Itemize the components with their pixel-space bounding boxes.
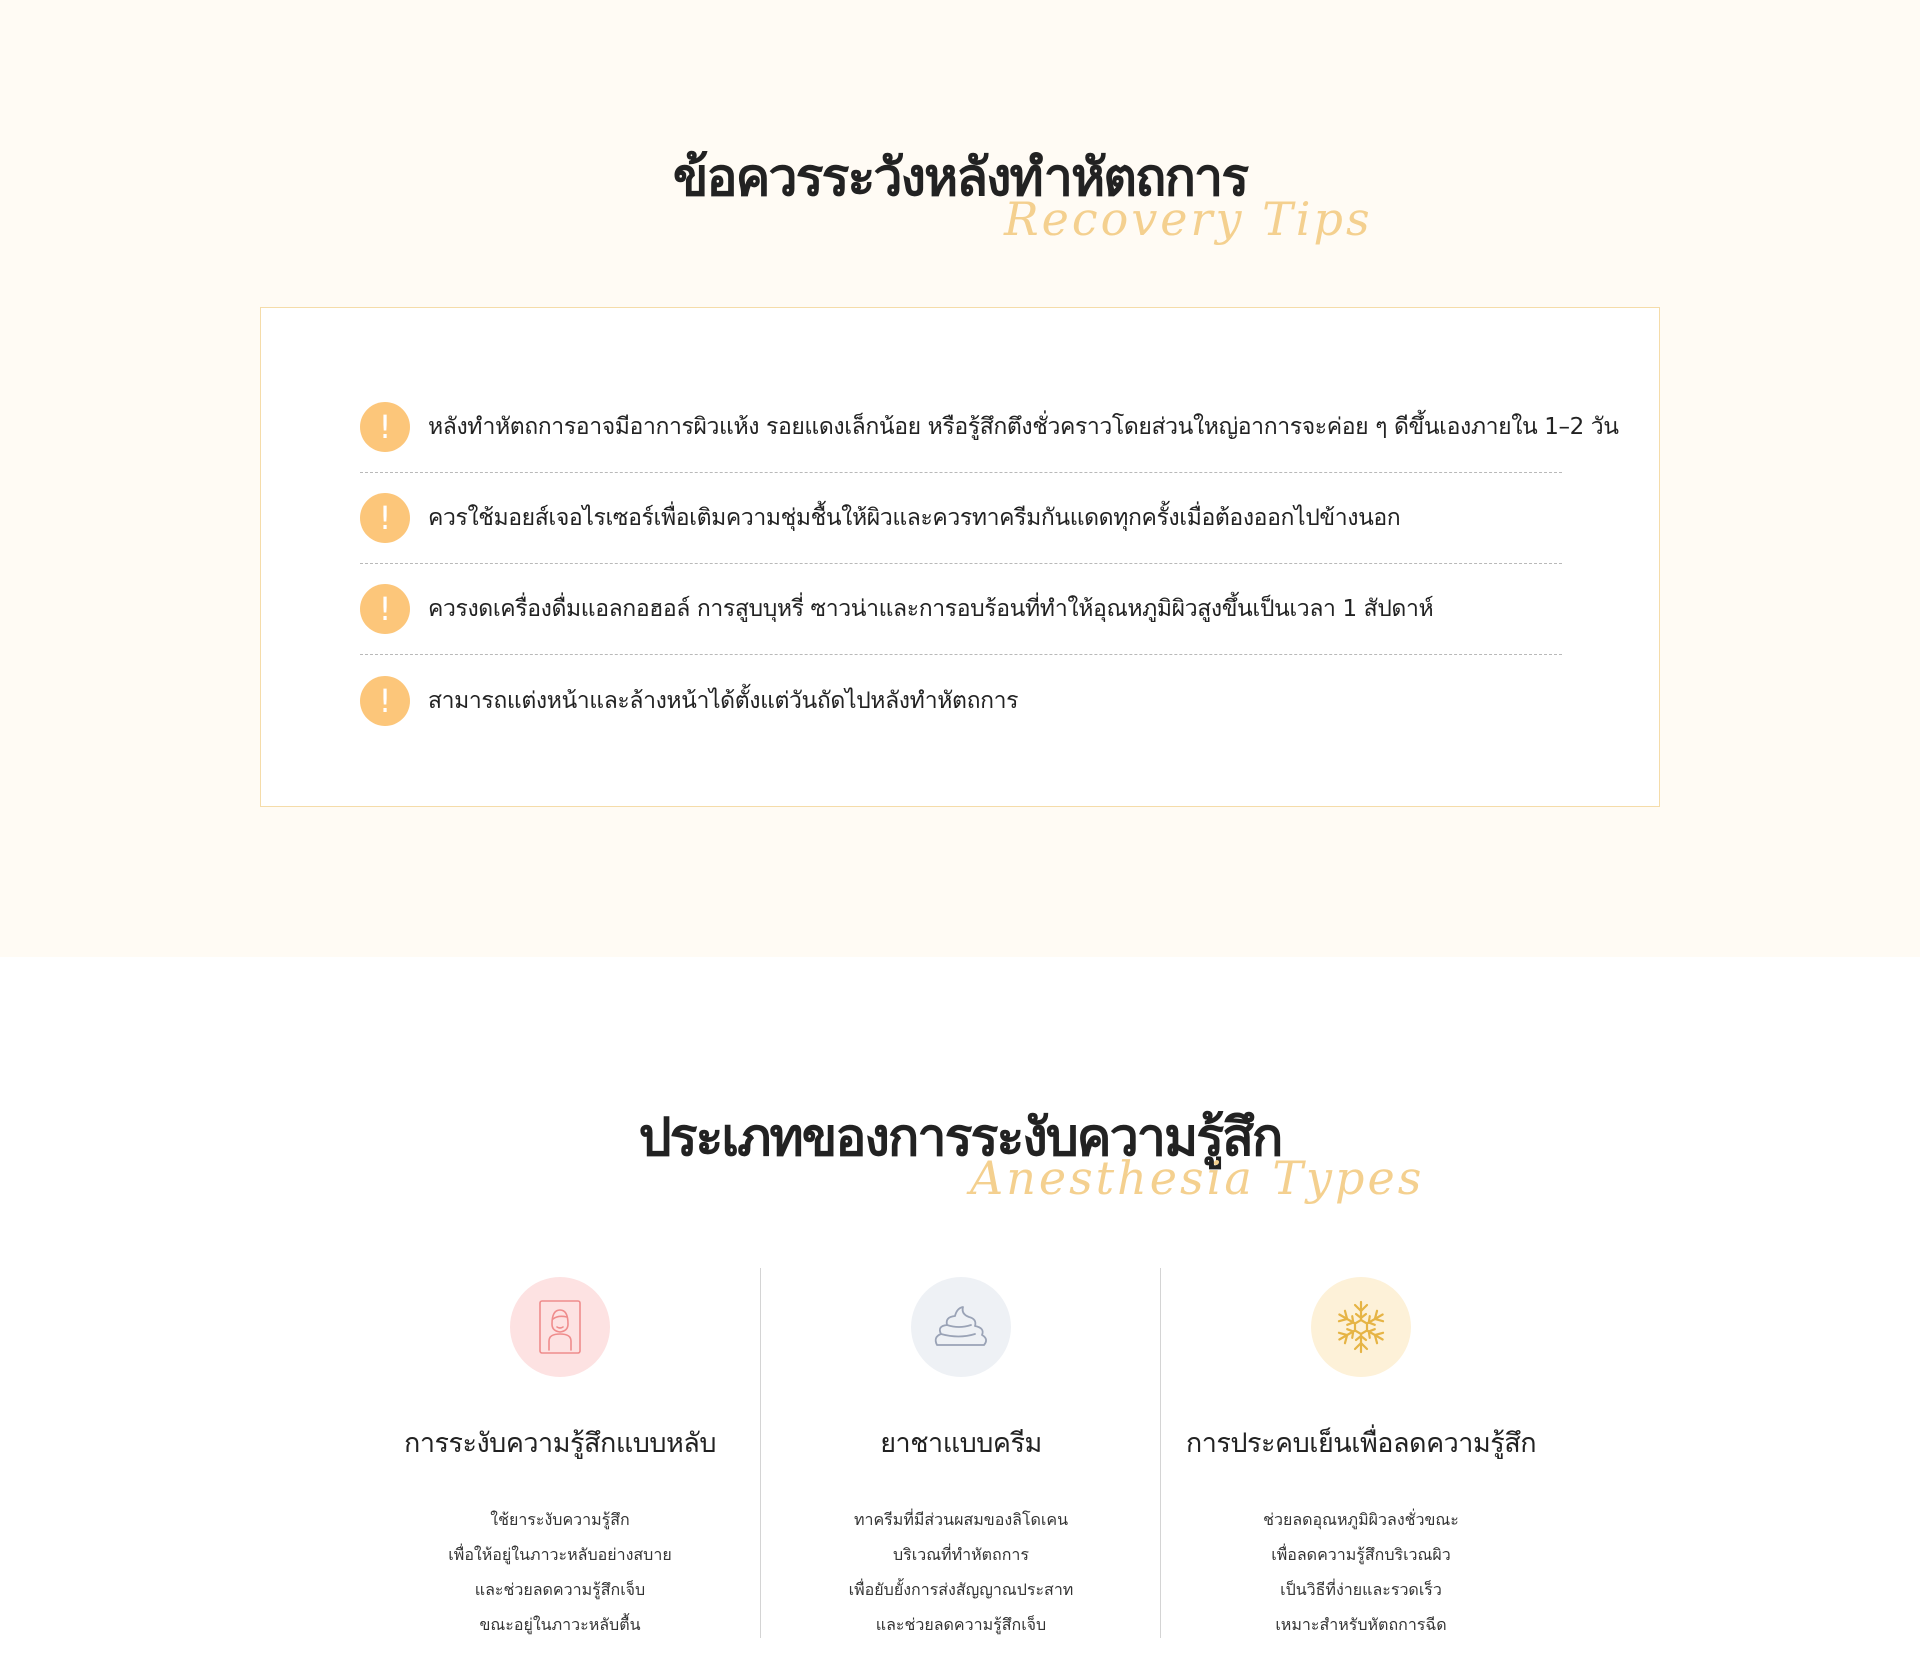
- tips-card: [260, 307, 1660, 807]
- tip-item: [360, 473, 1562, 564]
- tip-text: สามารถแต่งหน้าและล้างหน้าได้ตั้งแต่วันถัดไปหลังทำหัตถการ: [428, 687, 1019, 714]
- exclamation-icon: !: [360, 493, 410, 543]
- type-title: ยาชาแบบครีม: [880, 1428, 1042, 1459]
- tip-item: [360, 382, 1619, 473]
- type-card-sleep: [360, 1268, 760, 1638]
- anesthesia-heading: [0, 1108, 1920, 1168]
- anesthesia-title: ประเภทของการระงับความรู้สึก: [638, 1108, 1282, 1168]
- anesthesia-types-row: [360, 1268, 1560, 1638]
- type-description-line: ช่วยลดอุณหภูมิผิวลงชั่วขณะ: [1263, 1510, 1459, 1529]
- type-description: [1161, 1502, 1561, 1642]
- type-description-line: และช่วยลดความรู้สึกเจ็บ: [474, 1580, 646, 1599]
- recovery-heading: [0, 148, 1920, 208]
- exclamation-icon: !: [360, 584, 410, 634]
- tip-text: หลังทำหัตถการอาจมีอาการผิวแห้ง รอยแดงเล็กน้อย หรือรู้สึกตึงชั่วคราวโดยส่วนใหญ่อาการจะค่อย ๆ ดีขึ้นเองภายใน 1–2 วัน: [428, 414, 1619, 440]
- recovery-title: ข้อควรระวังหลังทำหัตถการ: [672, 148, 1248, 208]
- sleeping-person-icon: [510, 1277, 610, 1377]
- type-title: การประคบเย็นเพื่อลดความรู้สึก: [1185, 1428, 1537, 1459]
- anesthesia-subtitle: Anesthesia Types: [970, 1151, 1425, 1205]
- recovery-subtitle: Recovery Tips: [1004, 192, 1373, 246]
- tip-text: ควรใช้มอยส์เจอไรเซอร์เพื่อเติมความชุ่มชื้นให้ผิวและควรทาครีมกันแดดทุกครั้งเมื่อต้องออกไปข้างนอก: [428, 505, 1401, 531]
- exclamation-icon: !: [360, 676, 410, 726]
- type-description: [761, 1502, 1161, 1642]
- snowflake-icon: [1311, 1277, 1411, 1377]
- type-description: [360, 1502, 760, 1642]
- cream-icon: [911, 1277, 1011, 1377]
- type-card-cold: [1160, 1268, 1560, 1638]
- type-description-line: ใช้ยาระงับความรู้สึก: [490, 1510, 630, 1529]
- type-description-line: ทาครีมที่มีส่วนผสมของลิโดเคน: [853, 1510, 1069, 1529]
- type-description-line: เหมาะสำหรับหัตถการฉีด: [1275, 1615, 1447, 1634]
- type-title: การระงับความรู้สึกแบบหลับ: [403, 1428, 716, 1459]
- type-description-line: เพื่อให้อยู่ในภาวะหลับอย่างสบาย: [448, 1545, 672, 1564]
- type-description-line: เพื่อลดความรู้สึกบริเวณผิว: [1271, 1545, 1451, 1564]
- type-description-line: และช่วยลดความรู้สึกเจ็บ: [875, 1615, 1047, 1634]
- type-description-line: เป็นวิธีที่ง่ายและรวดเร็ว: [1280, 1580, 1442, 1599]
- type-description-line: เพื่อยับยั้งการส่งสัญญาณประสาท: [848, 1580, 1074, 1599]
- type-description-line: บริเวณที่ทำหัตถการ: [892, 1545, 1029, 1564]
- tip-item: [360, 655, 1562, 746]
- type-description-line: ขณะอยู่ในภาวะหลับตื้น: [479, 1615, 641, 1634]
- exclamation-icon: !: [360, 402, 410, 452]
- tip-item: [360, 564, 1562, 655]
- type-card-cream: [760, 1268, 1160, 1638]
- tip-text: ควรงดเครื่องดื่มแอลกอฮอล์ การสูบบุหรี่ ซาวน่าและการอบร้อนที่ทำให้อุณหภูมิผิวสูงขึ้นเป็นเวลา 1 สัปดาห์: [428, 596, 1434, 622]
